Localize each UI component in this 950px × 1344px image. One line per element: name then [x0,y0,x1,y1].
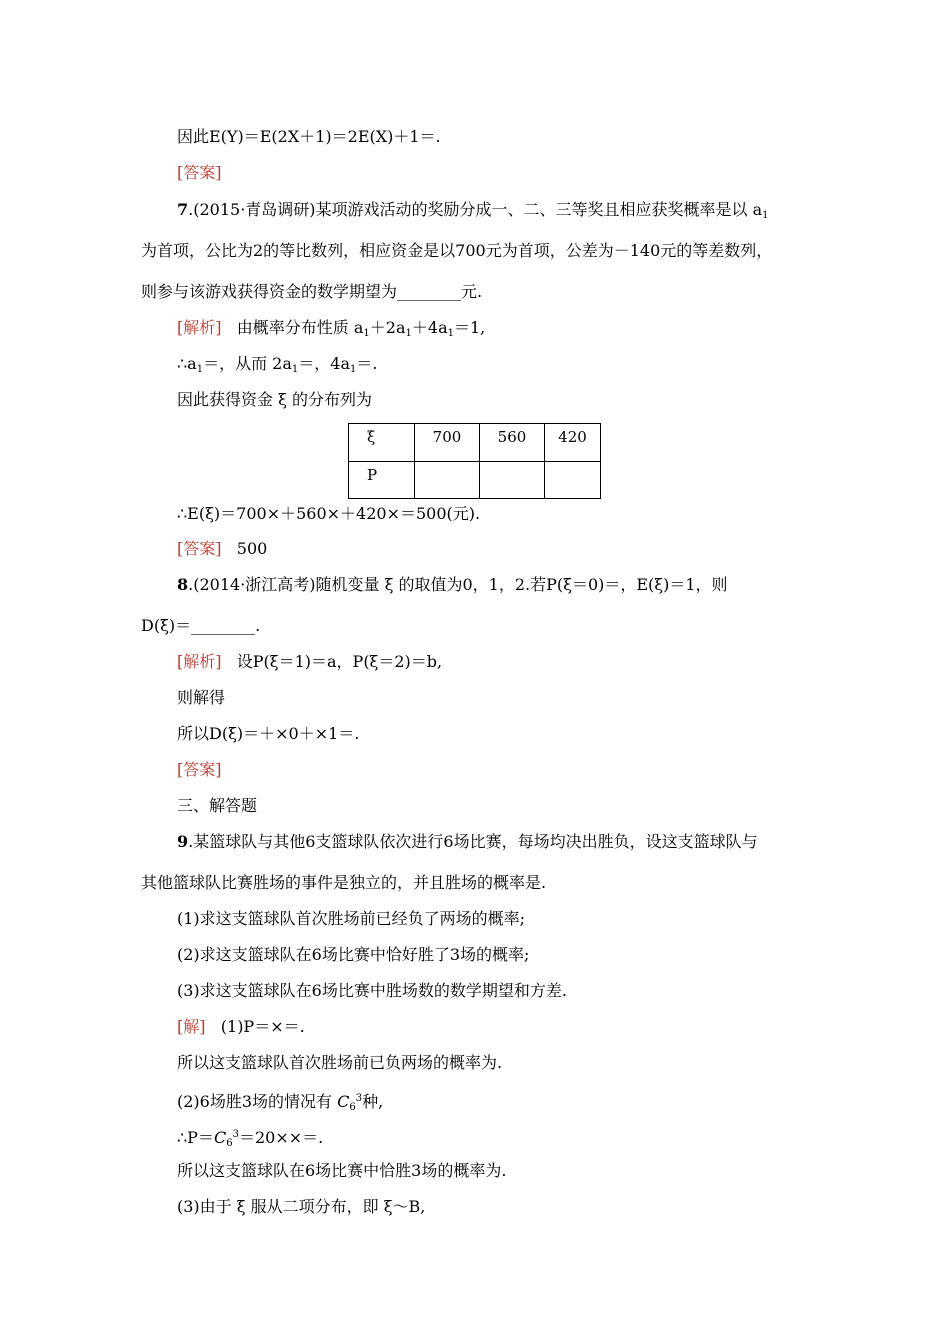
q9-text-1: .某篮球队与其他6支篮球队依次进行6场比赛，每场均决出胜负，设这支篮球队与 [188,832,758,851]
q9-sub-1: (1)求这支篮球队首次胜场前已经负了两场的概率; [177,909,526,928]
q9-line-2: 其他篮球队比赛胜场的事件是独立的，并且胜场的概率是. [141,873,547,892]
table-cell: 420 [545,424,601,462]
q7-line-5 [177,353,377,381]
text: ＋2a [369,318,406,337]
text: ∴a [177,354,197,373]
superscript: 3 [232,1129,239,1140]
answer-label: [答案] [177,539,222,558]
q9-number: 9 [177,832,189,851]
q9-line-7: 所以这支篮球队首次胜场前已负两场的概率为. [177,1053,503,1072]
subscript: 1 [762,210,769,221]
subscript: 6 [349,1102,356,1113]
subscript: 1 [196,364,204,375]
combination-symbol: C [337,1092,350,1111]
subscript: 6 [226,1138,233,1149]
superscript: 3 [355,1093,363,1104]
text: ＋4a [411,318,448,337]
q9-line-1 [177,831,758,853]
table-row [349,424,601,462]
text: ＝，从而 2a [203,354,292,373]
q9-line-8 [177,1088,383,1119]
q7-line-2: 为首项，公比为2的等比数列，相应资金是以700元为首项，公差为－140元的等差数列， [141,241,773,260]
q9-line-9 [177,1124,323,1155]
q8-line-5: 所以D(ξ)＝＋×0＋×1＝. [177,724,360,743]
q7-line-3: 则参与该游戏获得资金的数学期望为________元. [141,282,483,301]
table-cell: 560 [480,424,545,462]
text: ＝，4a [298,354,351,373]
q7-line-1 [177,199,769,227]
q8-number: 8 [177,575,189,594]
table-cell: ξ [349,424,415,462]
text: 设P(ξ＝1)＝a，P(ξ＝2)＝b, [236,652,443,671]
q9-line-10: 所以这支篮球队在6场比赛中恰胜3场的概率为. [177,1161,507,1180]
subscript: 1 [447,328,454,339]
solution-label: [解] [177,1017,206,1036]
text: (2)6场胜3场的情况有 [177,1092,338,1111]
q7-answer-line [177,538,267,560]
q7-line-7: ∴E(ξ)＝700×＋560×＋420×＝500(元). [177,504,481,523]
q7-number: 7 [177,200,189,219]
distribution-table [348,423,601,499]
table-cell [545,461,601,499]
text: 种, [362,1092,384,1111]
table-cell [415,461,480,499]
q9-solution-line [177,1016,305,1038]
q8-text-1: .(2014·浙江高考)随机变量 ξ 的取值为0，1，2.若P(ξ＝0)＝，E(ξ)＝1，则 [188,575,728,594]
q8-line-1 [177,574,728,596]
q9-sub-3: (3)求这支篮球队在6场比赛中胜场数的数学期望和方差. [177,981,567,1000]
analysis-label: [解析] [177,318,222,337]
text: ∴P＝ [177,1128,214,1147]
table-cell [480,461,545,499]
q7-analysis-line [177,317,485,345]
table-cell: P [349,461,415,499]
table-cell: 700 [415,424,480,462]
q8-line-2: D(ξ)＝________. [141,616,261,635]
text: 由概率分布性质 a [236,318,364,337]
q8-line-4: 则解得 [177,688,226,707]
text: ＝. [356,354,378,373]
subscript: 1 [291,364,299,375]
analysis-label: [解析] [177,652,222,671]
answer-value: 500 [236,539,268,558]
q7-text-1: .(2015·青岛调研)某项游戏活动的奖励分成一、二、三等奖且相应获奖概率是以 a [188,200,763,219]
q8-analysis-line [177,651,442,673]
subscript: 1 [363,328,370,339]
subscript: 1 [350,364,357,375]
text: ＝20××＝. [238,1128,324,1147]
text: ＝1, [454,318,486,337]
text: (1)P＝×＝. [220,1017,305,1036]
answer-label: [答案] [177,163,222,182]
subscript: 1 [405,328,412,339]
answer-label: [答案] [177,760,222,779]
section-heading: 三、解答题 [177,796,258,815]
q7-line-6: 因此获得资金 ξ 的分布列为 [177,390,372,409]
q9-line-11: (3)由于 ξ 服从二项分布，即 ξ～B, [177,1197,426,1216]
combination-symbol: C [213,1128,227,1147]
q9-sub-2: (2)求这支篮球队在6场比赛中恰好胜了3场的概率; [177,945,530,964]
expectation-line: 因此E(Y)＝E(2X＋1)＝2E(X)＋1＝. [177,127,441,146]
table-row [349,461,601,499]
